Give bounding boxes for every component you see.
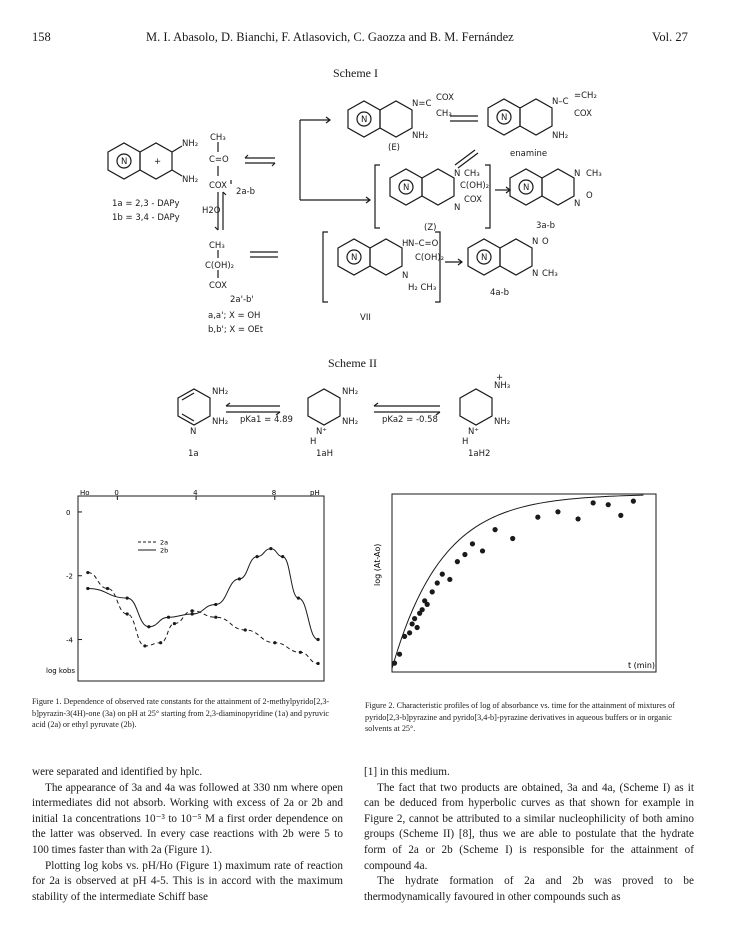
figure1-x-tick-label: 4 <box>193 489 198 497</box>
figure1-caption: Figure 1. Dependence of observed rate constants for the attainment of 2-methylpyrido[2,3-b]pyrazin-3(4H)-one (3a) on pH at 25° starting from 2,3-diaminopyridine (1a) and pyruvic acid (2a) or ethyl pyruvate (2b). <box>32 697 330 729</box>
svg-text:N: N <box>454 203 461 213</box>
label-dap-a: 1a = 2,3 - DAPy <box>112 199 180 209</box>
svg-text:NH₂: NH₂ <box>552 131 569 141</box>
figure1-series-2a-point <box>147 625 150 628</box>
figure1-series-2b-point <box>273 641 276 644</box>
product-4ab-structure <box>468 239 532 275</box>
figure2-data-point <box>420 607 425 612</box>
svg-text:CH₃: CH₃ <box>542 269 558 279</box>
figure1-series-2a-point <box>191 612 194 615</box>
svg-text:NH₂: NH₂ <box>182 139 199 149</box>
label-vii: VII <box>360 313 371 323</box>
svg-text:NH₂: NH₂ <box>342 387 359 397</box>
svg-text:CH₃: CH₃ <box>464 169 480 179</box>
label-h2o: H2O <box>202 206 221 216</box>
figure2-data-point <box>455 559 460 564</box>
svg-text:N: N <box>574 169 581 179</box>
label-e: (E) <box>388 143 401 153</box>
figure1-series-2b-point <box>106 587 109 590</box>
diaminopyridine-structure <box>108 143 182 179</box>
body-left-column <box>32 765 343 905</box>
figure1-series-2b-point <box>214 616 217 619</box>
figure2-data-point <box>470 541 475 546</box>
figure2-x-axis-label: t (min) <box>628 661 656 670</box>
figure1-ho-label: Ho <box>80 489 90 497</box>
svg-text:COX: COX <box>574 109 592 119</box>
svg-text:CH₃: CH₃ <box>586 169 602 179</box>
compound-1a-label: 1a <box>188 449 199 459</box>
svg-text:N: N <box>190 427 197 437</box>
label-2ab-prime: 2a'-b' <box>230 295 254 305</box>
figure1-y-tick-label: -2 <box>66 572 73 581</box>
svg-text:O: O <box>542 237 549 247</box>
pka2-label: pKa2 = -0.58 <box>382 415 438 425</box>
compound-1ah2-label: 1aH2 <box>468 449 491 459</box>
svg-text:N–C=O: N–C=O <box>408 239 439 249</box>
svg-text:N–C: N–C <box>552 97 569 107</box>
enamine-structure <box>488 99 552 135</box>
figure1-series-2a-point <box>269 547 272 550</box>
figure1-series-2b-point <box>299 651 302 654</box>
svg-text:N: N <box>523 183 530 193</box>
svg-text:H₂ CH₃: H₂ CH₃ <box>408 283 437 293</box>
figure1-series-2b-point <box>316 662 319 665</box>
svg-text:C(OH)₂: C(OH)₂ <box>415 253 445 263</box>
figure2-y-axis-label: log (At-Ao) <box>373 543 382 586</box>
figure1-series-2a-point <box>297 596 300 599</box>
svg-text:N=C: N=C <box>412 99 432 109</box>
svg-text:CH₃: CH₃ <box>210 133 226 143</box>
svg-text:N: N <box>121 157 128 167</box>
body-left-p1: were separated and identified by hplc. <box>32 766 203 778</box>
figure1-series-2b-point <box>191 609 194 612</box>
figure1-y-tick-label: 0 <box>66 508 71 517</box>
figure1-series-2a-point <box>167 616 170 619</box>
label-2ab: 2a-b <box>236 187 256 197</box>
figure1-series-2a-point <box>281 555 284 558</box>
figure2-data-point <box>606 502 611 507</box>
svg-text:N: N <box>481 253 488 263</box>
figure2-data-point <box>402 634 407 639</box>
svg-text:N: N <box>574 199 581 209</box>
z-isomer-structure <box>390 169 454 205</box>
figure1-chart <box>44 486 334 691</box>
svg-text:N: N <box>532 269 539 279</box>
body-right-p3: The hydrate formation of 2a and 2b was proved to be thermodynamically favoured in other compounds such as <box>364 875 694 903</box>
svg-text:N: N <box>501 113 508 123</box>
label-dap-b: 1b = 3,4 - DAPy <box>112 213 180 223</box>
svg-text:CH₃: CH₃ <box>209 241 225 251</box>
scheme1-diagram <box>90 80 650 345</box>
figure2-data-point <box>407 630 412 635</box>
svg-text:+: + <box>154 157 162 167</box>
figure1-series-2b-point <box>143 644 146 647</box>
svg-text:NH₂: NH₂ <box>182 175 199 185</box>
svg-text:+: + <box>496 373 504 383</box>
figure2-data-point <box>397 652 402 657</box>
figure1-series-2a-point <box>316 638 319 641</box>
label-enamine: enamine <box>510 149 548 159</box>
figure2-data-point <box>410 621 415 626</box>
figure2-data-point <box>618 513 623 518</box>
svg-text:N: N <box>454 169 461 179</box>
svg-text:N: N <box>403 183 410 193</box>
svg-text:H: H <box>462 437 469 447</box>
volume-label: Vol. 27 <box>652 30 688 44</box>
svg-text:N: N <box>361 115 368 125</box>
figure2-data-point <box>480 548 485 553</box>
figure2-data-point <box>415 625 420 630</box>
figure1-series-2a-line <box>88 546 318 640</box>
svg-text:CH₃: CH₃ <box>436 109 452 119</box>
figure2-data-point <box>492 527 497 532</box>
figure2-data-point <box>631 499 636 504</box>
figure1-series-2b-point <box>173 622 176 625</box>
figure2-caption: Figure 2. Characteristic profiles of log of absorbance vs. time for the attainment of mixtures of pyrido[2,3-b]pyrazine and pyrido[3,4-b]-pyrazine derivatives in aqueous buffers or in organic solvents at 25°. <box>365 701 675 733</box>
figure1-series-2a-point <box>238 577 241 580</box>
intermediate-vii-structure <box>338 239 402 275</box>
figure1-series-2b-line <box>88 573 318 664</box>
figure1-legend-label: 2a <box>160 538 169 547</box>
figure2-data-point <box>535 515 540 520</box>
svg-text:N⁺: N⁺ <box>316 427 327 437</box>
figure2-data-point <box>440 572 445 577</box>
scheme1-title: Scheme I <box>333 66 378 80</box>
figure2-data-point <box>412 616 417 621</box>
label-x-a: a,a'; X = OH <box>208 311 261 321</box>
svg-text:=CH₂: =CH₂ <box>574 91 597 101</box>
figure2-data-point <box>591 500 596 505</box>
page-number: 158 <box>32 30 51 44</box>
svg-text:H: H <box>402 239 409 249</box>
svg-text:N: N <box>532 237 539 247</box>
figure1-series-2a-point <box>86 587 89 590</box>
svg-text:C(OH)₂: C(OH)₂ <box>460 181 490 191</box>
figure1-series-2a-point <box>126 596 129 599</box>
body-left-p3: Plotting log kobs vs. pH/Ho (Figure 1) maximum rate of reaction for 2a is observed at pH 4-5. This is in accord with the maximum stability of the intermediate Schiff base <box>32 859 343 903</box>
figure2-data-point <box>392 661 397 666</box>
figure1-series-2b-point <box>244 628 247 631</box>
figure1-series-2b-point <box>126 612 129 615</box>
label-4ab: 4a-b <box>490 288 510 298</box>
scheme2-title: Scheme II <box>328 356 377 370</box>
svg-text:COX: COX <box>209 181 227 191</box>
product-3ab-structure <box>510 169 574 205</box>
running-authors: M. I. Abasolo, D. Bianchi, F. Atlasovich, C. Gaozza and B. M. Fernández <box>146 30 514 44</box>
svg-text:N: N <box>402 271 409 281</box>
figure2-data-point <box>430 589 435 594</box>
figure2-data-point <box>555 509 560 514</box>
svg-text:NH₂: NH₂ <box>212 417 229 427</box>
figure2-plot-frame <box>392 494 656 672</box>
svg-text:NH₃: NH₃ <box>494 381 511 391</box>
figure1-y-axis-label: log kobs <box>46 667 76 675</box>
figure1-series-2a-point <box>214 603 217 606</box>
label-3ab: 3a-b <box>536 221 556 231</box>
scheme2-diagram <box>160 372 560 462</box>
svg-text:H: H <box>310 437 317 447</box>
svg-text:COX: COX <box>209 281 227 291</box>
figure2-data-point <box>575 516 580 521</box>
figure2-data-point <box>462 552 467 557</box>
figure1-legend-label: 2b <box>160 546 169 555</box>
figure1-y-tick-label: -4 <box>66 636 73 645</box>
svg-text:COX: COX <box>436 93 454 103</box>
svg-text:O: O <box>586 191 593 201</box>
body-left-p2: The appearance of 3a and 4a was followed at 330 nm where open intermediates did not absorb. Working with excess of 2a or 2b and initial 1a concentrations 10⁻³ to 10⁻⁵ M a first order dependence on the latter was observed. In every case reactions with 2b were 5 to 100 times faster than with 2a (Figure 1). <box>32 781 343 856</box>
figure1-plot-frame <box>78 496 324 681</box>
label-z: (Z) <box>424 223 437 233</box>
body-right-p1: [1] in this medium. <box>364 766 450 778</box>
svg-text:NH₂: NH₂ <box>212 387 229 397</box>
figure1-x-tick-label: 0 <box>114 489 119 497</box>
figure2-data-point <box>447 577 452 582</box>
e-isomer-structure <box>348 101 412 137</box>
svg-text:COX: COX <box>464 195 482 205</box>
label-x-b: b,b'; X = OEt <box>208 325 264 335</box>
figure2-data-point <box>435 580 440 585</box>
svg-text:N⁺: N⁺ <box>468 427 479 437</box>
figure1-x-axis-label: pH <box>310 489 320 497</box>
svg-text:NH₂: NH₂ <box>342 417 359 427</box>
figure1-series-2b-point <box>159 641 162 644</box>
figure2-data-point <box>510 536 515 541</box>
figure1-x-tick-label: 8 <box>271 489 277 497</box>
body-right-column <box>364 765 694 905</box>
svg-text:NH₂: NH₂ <box>494 417 511 427</box>
figure2-data-point <box>425 602 430 607</box>
figure1-series-2a-point <box>255 555 258 558</box>
figure2-chart <box>370 486 670 686</box>
svg-text:NH₂: NH₂ <box>412 131 429 141</box>
svg-text:N: N <box>351 253 358 263</box>
figure1-series-2b-point <box>86 571 89 574</box>
pka1-label: pKa1 = 4.89 <box>240 415 293 425</box>
body-right-p2: The fact that two products are obtained, 3a and 4a, (Scheme I) as it can be deduced from hyperbolic curves as that shown for example in Figure 2, cannot be attributed to a similar nucleophilicity of both amino groups (Scheme II) [8], thus we are able to postulate that the hydrate form of 2a or 2b (Scheme I) is responsible for the attainment of compound 4a. <box>364 781 694 872</box>
figure2-fit-curve <box>392 495 643 668</box>
compound-1ah-label: 1aH <box>316 449 334 459</box>
svg-text:C(OH)₂: C(OH)₂ <box>205 261 235 271</box>
svg-text:C=O: C=O <box>209 155 229 165</box>
